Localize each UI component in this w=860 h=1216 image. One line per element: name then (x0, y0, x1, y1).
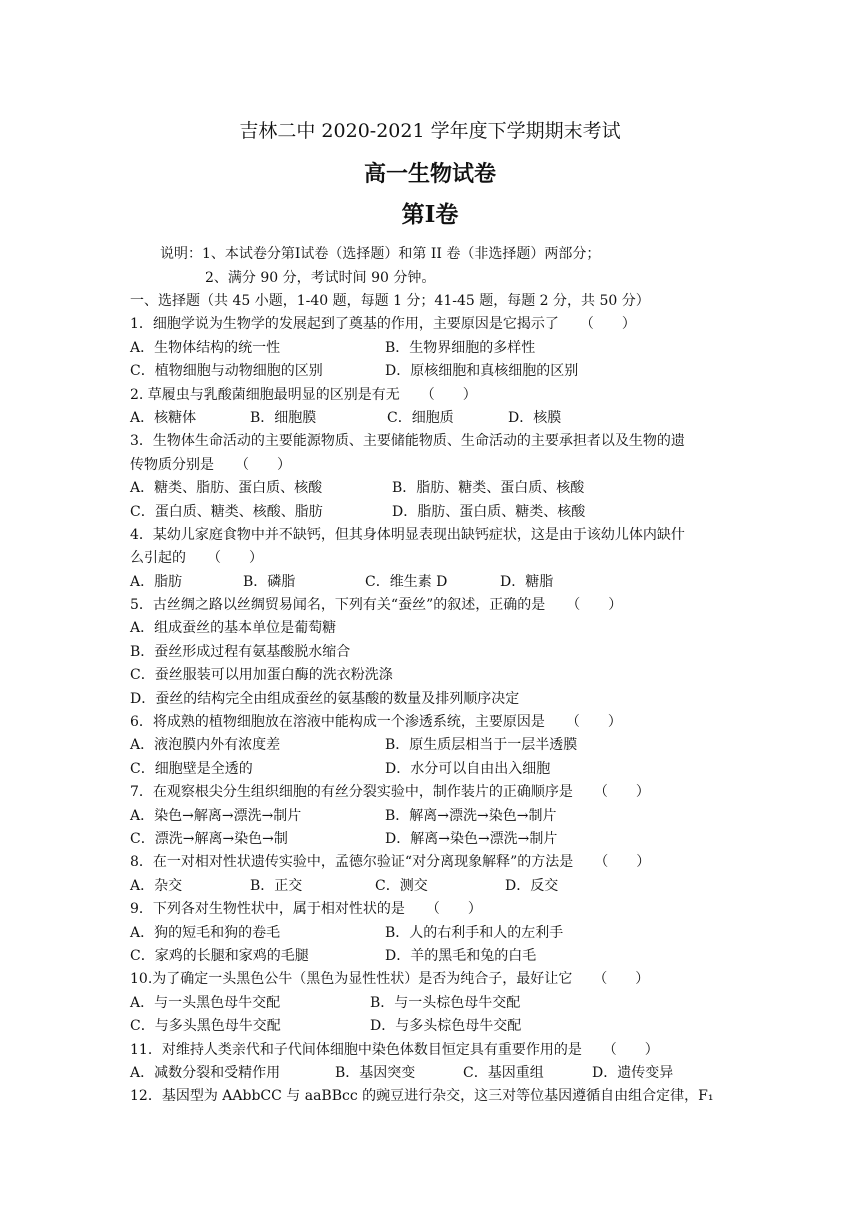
question-stem: 12．基因型为 AAbbCC 与 aaBBcc 的豌豆进行杂交，这三对等位基因遵循自由组合定律，F₁ (130, 1088, 714, 1105)
option-c: C．细胞质 (387, 409, 454, 426)
option-c: C．蚕丝服装可以用加蛋白酶的洗衣粉洗涤 (130, 667, 393, 684)
option-d: D．解离→染色→漂洗→制片 (385, 830, 558, 847)
question-stem: 8．在一对相对性状遗传实验中，孟德尔验证“对分离现象解释”的方法是 （ ） (130, 854, 651, 871)
option-a: A．减数分裂和受精作用 (130, 1064, 281, 1081)
option-b: B．细胞膜 (250, 409, 317, 426)
option-d: D．反交 (505, 877, 559, 894)
option-c: C．维生素 D (365, 573, 448, 590)
option-d: D．羊的黑毛和兔的白毛 (385, 947, 537, 964)
option-c: C．测交 (375, 877, 428, 894)
section-heading: 一、选择题（共 45 小题，1-40 题，每题 1 分；41-45 题，每题 2 分，共 50 分） (130, 293, 650, 309)
question-stem: 9．下列各对生物性状中，属于相对性状的是 （ ） (130, 901, 482, 918)
question-stem: 11．对维持人类亲代和子代间体细胞中染色体数目恒定具有重要作用的是 （ ） (130, 1041, 659, 1058)
option-row (130, 805, 740, 828)
option-row (130, 501, 740, 524)
option-a: A．液泡膜内外有浓度差 (130, 737, 281, 754)
volume-title: 第Ⅰ卷 (401, 201, 459, 228)
option-d: D．蚕丝的结构完全由组成蚕丝的氨基酸的数量及排列顺序决定 (130, 690, 520, 707)
option-b: B．与一头棕色母牛交配 (370, 994, 521, 1011)
option-row (130, 1015, 740, 1038)
option-row (130, 758, 740, 781)
question-stem: 10.为了确定一头黑色公牛（黑色为显性性状）是否为纯合子，最好让它 （ ） (130, 971, 650, 988)
option-c: C．蛋白质、糖类、核酸、脂肪 (130, 503, 323, 520)
option-c: C．家鸡的长腿和家鸡的毛腿 (130, 947, 309, 964)
option-row (130, 828, 740, 851)
option-row (130, 922, 740, 945)
exam-header-line: 吉林二中 2020-2021 学年度下学期期末考试 (239, 120, 621, 142)
exam-subject-title: 高一生物试卷 (363, 161, 496, 187)
option-a: A．核糖体 (130, 409, 197, 426)
option-c: C．植物细胞与动物细胞的区别 (130, 363, 323, 380)
option-b: B．解离→漂洗→染色→制片 (385, 807, 557, 824)
option-a: A．糖类、脂肪、蛋白质、核酸 (130, 480, 323, 497)
option-c: C．与多头黑色母牛交配 (130, 1018, 281, 1035)
option-b: B．基因突变 (335, 1064, 416, 1081)
option-b: B．生物界细胞的多样性 (385, 339, 536, 356)
question-stem: 6．将成熟的植物细胞放在溶液中能构成一个渗透系统，主要原因是 （ ） (130, 714, 622, 731)
option-row (130, 992, 740, 1015)
option-row (130, 407, 740, 430)
option-row (130, 945, 740, 968)
option-b: B．脂肪、糖类、蛋白质、核酸 (392, 480, 585, 497)
question-stem: 7．在观察根尖分生组织细胞的有丝分裂实验中，制作装片的正确顺序是 （ ） (130, 784, 650, 801)
instruction-note-2: 2、满分 90 分，考试时间 90 分钟。 (205, 270, 436, 286)
question-stem-continued: 传物质分别是 （ ） (130, 456, 291, 473)
question-stem: 3．生物体生命活动的主要能源物质、主要储能物质、生命活动的主要承担者以及生物的遗 (130, 433, 685, 450)
question-stem-continued: 么引起的 （ ） (130, 550, 263, 567)
option-a: A．脂肪 (130, 573, 183, 590)
option-d: D．遗传变异 (592, 1064, 674, 1081)
option-b: B．原生质层相当于一层半透膜 (385, 737, 578, 754)
option-row (130, 477, 740, 500)
option-a: A．杂交 (130, 877, 183, 894)
option-row (130, 734, 740, 757)
option-d: D．核膜 (508, 409, 562, 426)
question-stem: 1．细胞学说为生物学的发展起到了奠基的作用，主要原因是它揭示了 （ ） (130, 316, 636, 333)
question-list (130, 290, 740, 1109)
question-stem: 4．某幼儿家庭食物中并不缺钙，但其身体明显表现出缺钙症状，这是由于该幼儿体内缺什 (130, 526, 685, 543)
option-row (130, 875, 740, 898)
option-d: D．脂肪、蛋白质、糖类、核酸 (392, 503, 586, 520)
option-row (130, 337, 740, 360)
option-d: D．原核细胞和真核细胞的区别 (385, 363, 579, 380)
option-d: D．与多头棕色母牛交配 (370, 1018, 522, 1035)
option-d: D．糖脂 (500, 573, 554, 590)
option-c: C．漂洗→解离→染色→制 (130, 830, 288, 847)
option-a: A．与一头黑色母牛交配 (130, 994, 281, 1011)
option-b: B．蚕丝形成过程有氨基酸脱水缩合 (130, 643, 351, 660)
instruction-note-1: 说明：1、本试卷分第Ⅰ试卷（选择题）和第 II 卷（非选择题）两部分； (160, 246, 601, 262)
question-stem: 5．古丝绸之路以丝绸贸易闻名，下列有关“蚕丝”的叙述，正确的是 （ ） (130, 597, 623, 614)
option-a: A．组成蚕丝的基本单位是葡萄糖 (130, 620, 337, 637)
option-a: A．染色→解离→漂洗→制片 (130, 807, 302, 824)
option-b: B．磷脂 (243, 573, 296, 590)
option-a: A．狗的短毛和狗的卷毛 (130, 924, 281, 941)
option-c: C．细胞壁是全透的 (130, 760, 253, 777)
option-row (130, 360, 740, 383)
option-b: B．人的右利手和人的左利手 (385, 924, 564, 941)
option-row (130, 1062, 740, 1085)
option-a: A．生物体结构的统一性 (130, 339, 281, 356)
option-c: C．基因重组 (463, 1064, 544, 1081)
option-row (130, 571, 740, 594)
option-b: B．正交 (250, 877, 303, 894)
option-d: D．水分可以自由出入细胞 (385, 760, 551, 777)
question-stem: 2. 草履虫与乳酸菌细胞最明显的区别是有无 （ ） (130, 386, 477, 403)
